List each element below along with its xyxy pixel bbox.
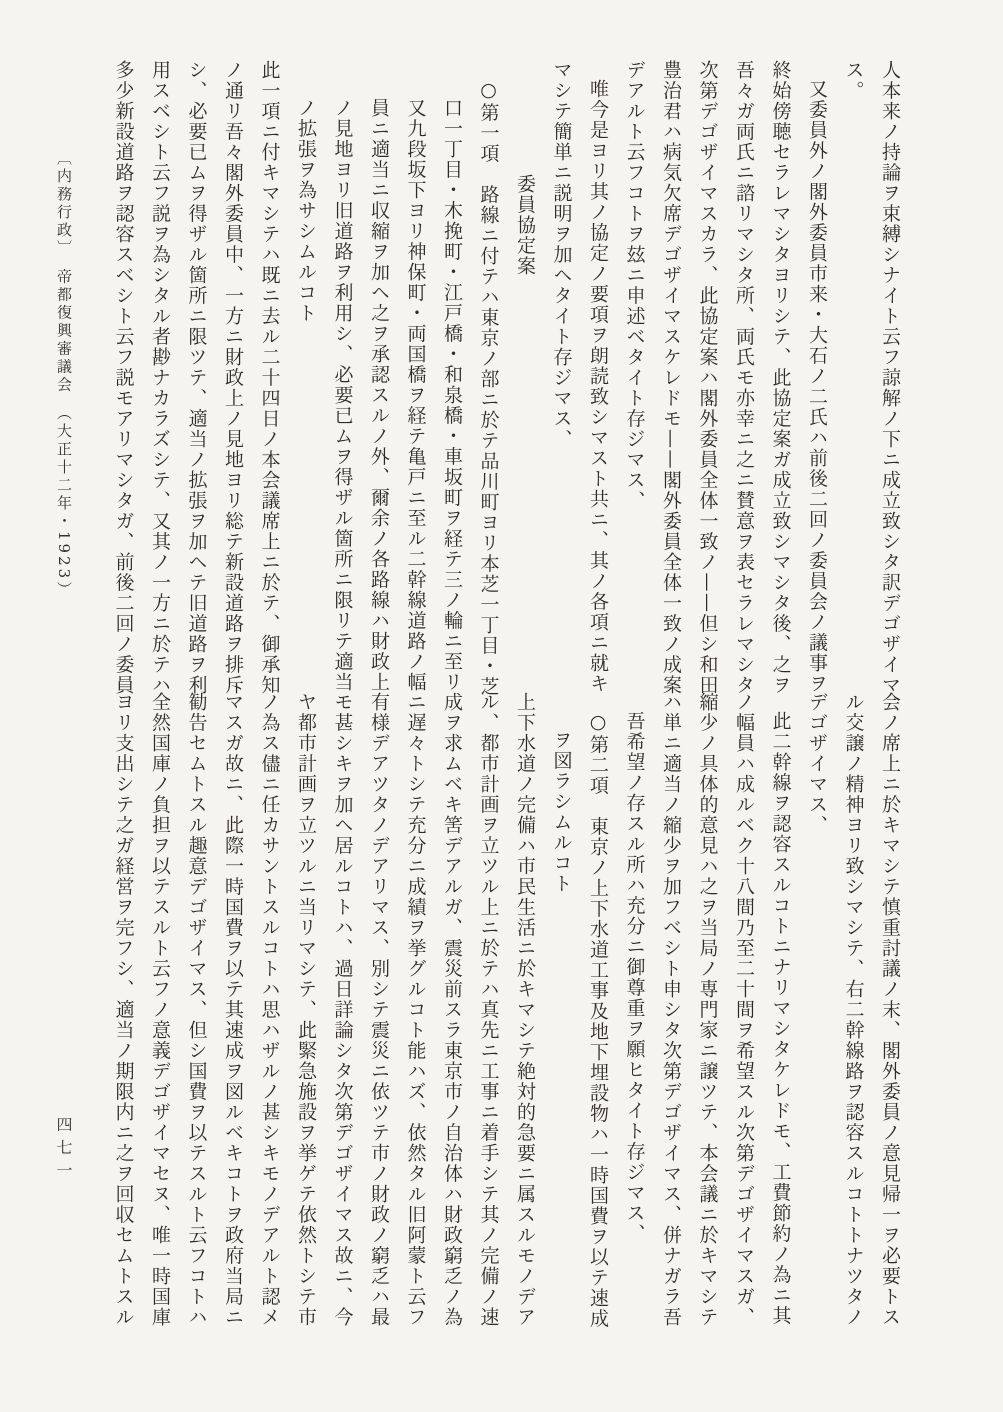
text-line: ス。 bbox=[842, 60, 865, 101]
text-line: 勧告セムトスル趣意デゴザイマス、但シ国費ヲ以テスルト云フコトハ bbox=[185, 692, 208, 1328]
text-line: マスガ故ニ、此際一時国費ヲ以テ其速成ヲ図ルベキコトヲ政府当局ニ bbox=[222, 692, 244, 1328]
text-line: ニ遅々トシテ充分ニ成績ヲ挙グルコト能ハズ、依然タル旧阿蒙ト云フ bbox=[404, 692, 427, 1328]
text-line: ノ為ス儘ニ任カサントスルコトハ思ハザルノ甚シキモノデアルト認メ bbox=[258, 692, 281, 1328]
text-line: 終始傍聴セラレマシタヨリシテ、此協定案ガ成立致シマシタ後、之ヲ bbox=[769, 60, 792, 696]
text-line: 次第デゴザイマスカラ、此協定案ハ閣外委員全体一致ノ——但シ和田 bbox=[696, 60, 719, 696]
text-line: ル、都市計画ヲ立ツル上ニ於テハ真先ニ工事ニ着手シテ其ノ完備ノ速 bbox=[477, 692, 500, 1328]
text-line: 縮少ノ具体的意見ハ之ヲ当局ノ専門家ニ譲ツテ、本会議ニ於キマシテ bbox=[696, 692, 719, 1328]
text-line: 又九段坂下ヨリ神保町・両国橋ヲ経テ亀戸ニ至ル二幹線道路ノ幅 bbox=[404, 98, 427, 693]
running-caption: 〔内務行政〕 帝都復興審議会 （大正十二年・1923） bbox=[55, 150, 73, 600]
text-line: 豊治君ハ病気欠席デゴザイマスケレドモ——閣外委員全体一致ノ成案 bbox=[660, 60, 682, 696]
text-line: モ甚シキヲ加ヘ居ルコトハ、過日詳論シタ次第デゴザイマス故ニ、今 bbox=[331, 692, 354, 1328]
text-line: ヲ図ラシムルコト bbox=[550, 730, 573, 894]
text-line: 此二幹線ヲ認容スルコトニナリマシタケレドモ、工費節約ノ為ニ其 bbox=[769, 711, 792, 1326]
text-line: ○第二項 東京ノ上下水道工事及地下埋設物ハ一時国費ヲ以テ速成 bbox=[587, 711, 609, 1329]
text-line: 会ノ席上ニ於キマシテ慎重討議ノ末、閣外委員ノ意見帰一ヲ必要トス bbox=[879, 692, 901, 1328]
text-line: デゴザイマス、 bbox=[806, 692, 828, 836]
text-line: デアルト云フコトヲ玆ニ申述ベタイト存ジマス、 bbox=[623, 60, 646, 511]
text-line: シ、必要已ムヲ得ザル箇所ニ限ツテ、適当ノ拡張ヲ加ヘテ旧道路ヲ利 bbox=[185, 60, 208, 696]
text-line: ハ単ニ適当ノ縮少ヲ加フベシト申シタ次第デゴザイマス、併ナガラ吾 bbox=[660, 692, 682, 1328]
text-line: 全然国庫ノ負担ヲ以テスルト云フノ意義デゴザイマセヌ、唯一時国庫 bbox=[149, 692, 171, 1328]
text-line: 有様デアツタノデアリマス、別シテ震災ニ依ツテ市ノ財政ノ窮乏ハ最 bbox=[368, 692, 390, 1328]
text-line: 吾々ガ両氏ニ諮リマシタ所、両氏モ亦幸ニ之ニ賛意ヲ表セラレマシタ bbox=[733, 60, 755, 696]
text-line: マシテ簡単ニ説明ヲ加ヘタイト存ジマス、 bbox=[550, 60, 573, 450]
text-line: ノ幅員ハ成ルベク十八間乃至二十間ヲ希望スル次第デゴザイマスガ、 bbox=[733, 692, 755, 1328]
text-line: 員ニ適当ニ収縮ヲ加ヘ之ヲ承認スルノ外、爾余ノ各路線ハ財政上 bbox=[368, 98, 390, 693]
text-line: 成ヲ求ムベキ筈デアルガ、震災前スラ東京市ノ自治体ハ財政窮乏ノ為 bbox=[441, 692, 463, 1328]
page-number: 四七一 bbox=[54, 1116, 73, 1185]
text-line: 委員協定案 bbox=[514, 174, 536, 277]
text-line: 多少新設道路ヲ認容スベシト云フ説モアリマシタガ、前後二回ノ委員 bbox=[112, 60, 135, 696]
text-line: 吾希望ノ存スル所ハ充分ニ御尊重ヲ願ヒタイト存ジマス、 bbox=[623, 711, 646, 1244]
text-line: ヨリ支出シテ之ガ経営ヲ完フシ、適当ノ期限内ニ之ヲ回収セムトスル bbox=[112, 692, 135, 1328]
text-line: ノ通リ吾々閣外委員中、一方ニ財政上ノ見地ヨリ総テ新設道路ヲ排斥 bbox=[222, 60, 244, 696]
upper-text-block bbox=[96, 60, 908, 697]
text-line: ヤ都市計画ヲ立ツルニ当リマシテ、此緊急施設ヲ挙ゲテ依然トシテ市 bbox=[295, 692, 317, 1328]
text-line: ノ見地ヨリ旧道路ヲ利用シ、必要已ムヲ得ザル箇所ニ限リテ適当 bbox=[331, 98, 354, 693]
text-line: 用スベシト云フ説ヲ為シタル者尠ナカラズシテ、又其ノ一方ニ於テハ bbox=[149, 60, 171, 696]
lower-text-block bbox=[96, 692, 908, 1329]
text-line: ○第一項 路線ニ付テハ東京ノ部ニ於テ品川町ヨリ本芝一丁目・芝 bbox=[477, 79, 500, 697]
text-line: 人本来ノ持論ヲ束縛シナイト云フ諒解ノ下ニ成立致シタ訳デゴザイマ bbox=[879, 60, 901, 696]
text-line: 又委員外ノ閣外委員市来・大石ノ二氏ハ前後二回ノ委員会ノ議事ヲ bbox=[806, 79, 828, 694]
text-line: 唯今是ヨリ其ノ協定ノ要項ヲ朗読致シマスト共ニ、其ノ各項ニ就キ bbox=[587, 79, 609, 694]
text-line: 上下水道ノ完備ハ市民生活ニ於キマシテ絶対的急要ニ属スルモノデア bbox=[514, 692, 536, 1328]
text-line: ル交譲ノ精神ヨリ致シマシテ、右二幹線路ヲ認容スルコトトナツタノ bbox=[842, 692, 865, 1328]
text-line: 口一丁目・木挽町・江戸橋・和泉橋・車坂町ヲ経テ三ノ輪ニ至リ bbox=[441, 98, 463, 693]
text-line: ノ拡張ヲ為サシムルコト bbox=[295, 98, 317, 324]
text-line: 此一項ニ付キマシテハ既ニ去ル二十四日ノ本会議席上ニ於テ、御承知 bbox=[258, 60, 281, 696]
